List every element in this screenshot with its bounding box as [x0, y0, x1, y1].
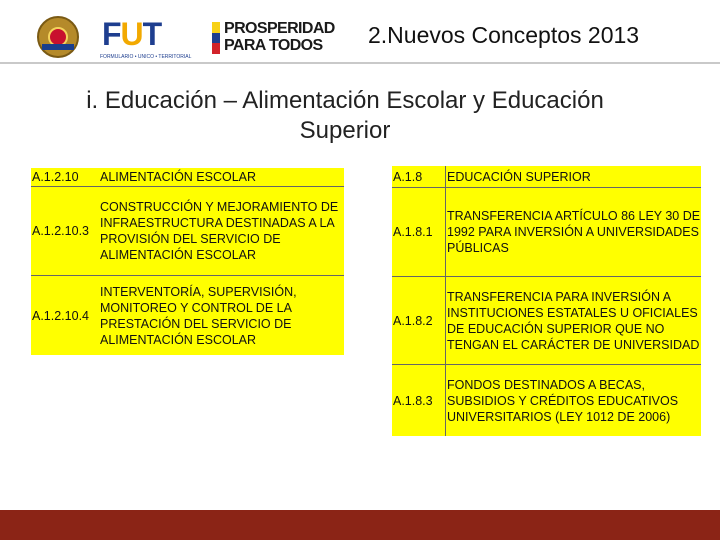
- concept-code: A.1.8.1: [393, 225, 433, 239]
- concept-description: TRANSFERENCIA PARA INVERSIÓN A INSTITUCIONES ESTATALES U OFICIALES DE EDUCACIÓN SUPERIOR QUE NO TENGAN EL CARÁCTER DE UNIVERSIDAD: [445, 277, 701, 364]
- concept-description: FONDOS DESTINADOS A BECAS, SUBSIDIOS Y CRÉDITOS EDUCATIVOS UNIVERSITARIOS (LEY 1012 DE 2006): [445, 365, 701, 436]
- concept-description: INTERVENTORÍA, SUPERVISIÓN, MONITOREO Y CONTROL DE LA PRESTACIÓN DEL SERVICIO DE ALIMENTACIÓN ESCOLAR: [100, 284, 297, 347]
- alimentacion-escolar-table: [31, 168, 344, 355]
- concept-description: ALIMENTACIÓN ESCOLAR: [100, 170, 257, 184]
- fut-logo: [100, 16, 196, 60]
- fut-logo-word: FUT: [102, 16, 162, 52]
- educacion-superior-table: [392, 166, 701, 436]
- slide-title: 2.Nuevos Conceptos 2013: [368, 22, 640, 48]
- concept-code: A.1.2.10.4: [32, 308, 89, 323]
- header-divider: [0, 62, 720, 64]
- concept-description: TRANSFERENCIA ARTÍCULO 86 LEY 30 DE 1992 PARA INVERSIÓN A UNIVERSIDADES PÚBLICAS: [445, 188, 701, 276]
- prosperidad-para-todos-logo: [212, 20, 347, 56]
- table-row: [392, 276, 701, 364]
- footer-accent-bar: [0, 510, 720, 540]
- section-heading: i. Educación – Alimentación Escolar y Educación Superior: [86, 87, 604, 144]
- table-row: [392, 364, 701, 436]
- concept-code: A.1.8.2: [393, 313, 433, 328]
- concept-code: A.1.8: [393, 169, 423, 184]
- table-row: [31, 187, 344, 275]
- table-row: [392, 188, 701, 276]
- prosperidad-logo-text: PROSPERIDAD PARA TODOS: [224, 20, 335, 54]
- concept-code: A.1.2.10: [32, 170, 79, 184]
- concept-code: A.1.8.3: [393, 393, 433, 408]
- table-row: [31, 275, 344, 355]
- fut-logo-tagline: FORMULARIO • UNICO • TERRITORIAL: [100, 54, 192, 60]
- seal-band-icon: [42, 44, 74, 50]
- colombia-flag-stripes-icon: [212, 22, 220, 54]
- colombia-coat-of-arms-logo: [37, 16, 79, 58]
- concept-code: A.1.2.10.3: [32, 224, 89, 238]
- concept-description: CONSTRUCCIÓN Y MEJORAMIENTO DE INFRAESTRUCTURA DESTINADAS A LA PROVISIÓN DEL SERVICIO DE ALIMENTACIÓN ESCOLAR: [100, 200, 339, 262]
- concept-description: EDUCACIÓN SUPERIOR: [445, 166, 701, 187]
- table-row: [31, 168, 344, 187]
- table-row: [392, 166, 701, 188]
